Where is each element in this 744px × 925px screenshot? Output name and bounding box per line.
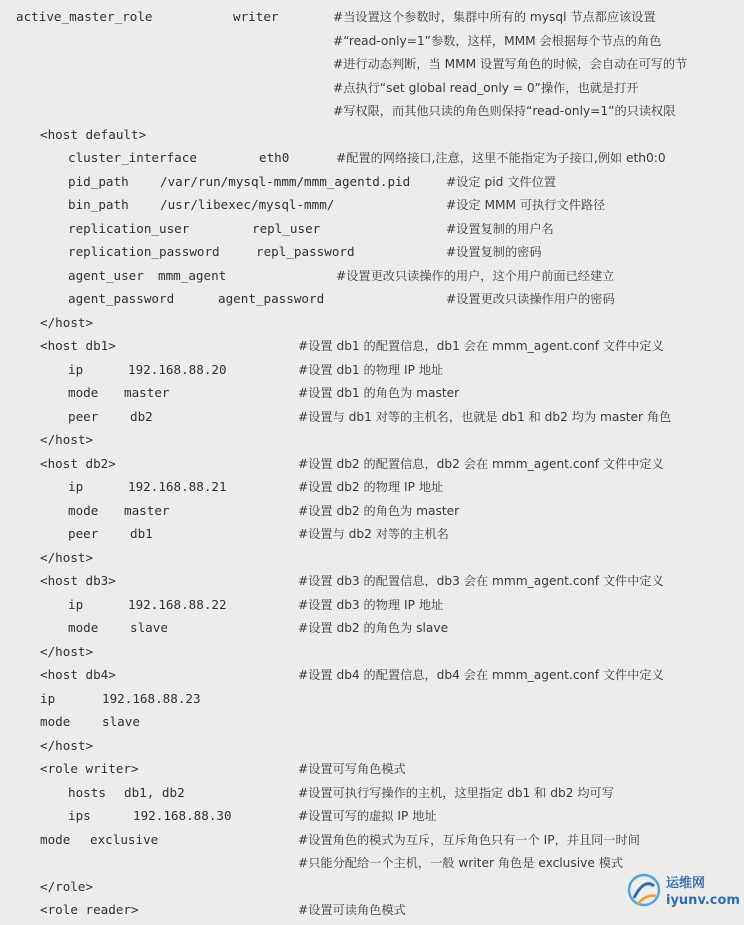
section-tag: </role> [40, 878, 94, 894]
config-line [0, 572, 744, 596]
section-tag: <host db3> [40, 573, 116, 588]
config-comment: #设置 db2 的配置信息，db2 会在 mmm_agent.conf 文件中定义 [298, 456, 664, 471]
param-key: bin_path [68, 197, 129, 212]
iyunv-logo-icon [626, 872, 662, 912]
config-comment: #设置角色的模式为互斥，互斥角色只有一个 IP，并且同一时间 [298, 832, 640, 847]
config-line [0, 384, 744, 408]
param-key: mode [68, 385, 99, 400]
config-comment: #设定 pid 文件位置 [446, 174, 556, 189]
section-tag: <host db4> [40, 667, 116, 682]
param-value: 192.168.88.20 [128, 361, 227, 377]
param-key: ip [68, 479, 84, 494]
param-key: hosts [68, 784, 106, 800]
param-value: 192.168.88.30 [133, 808, 232, 823]
param-value: master [124, 502, 170, 518]
config-comment: #当设置这个参数时，集群中所有的 mysql 节点都应该设置 [333, 10, 656, 24]
section-tag: </host> [40, 314, 94, 330]
config-comment: #设置更改只读操作的用户，这个用户前面已经建立 [336, 268, 615, 283]
config-line [0, 79, 744, 103]
config-comment: #设置 db3 的配置信息，db3 会在 mmm_agent.conf 文件中定义 [298, 574, 664, 588]
config-line [0, 102, 744, 126]
config-line [0, 455, 744, 479]
config-comment: #写权限，而其他只读的角色则保持“read-only=1”的只读权限 [333, 104, 676, 118]
site-watermark [626, 868, 738, 918]
section-tag: </host> [40, 737, 94, 753]
config-comment: #设置可写角色模式 [298, 762, 406, 776]
config-line [0, 314, 744, 338]
config-line [0, 713, 744, 737]
param-key: pid_path [68, 173, 129, 189]
config-line [0, 784, 744, 808]
param-value: agent_password [218, 291, 325, 306]
param-key: ips [68, 808, 91, 823]
config-line [0, 361, 744, 385]
config-line [0, 290, 744, 314]
config-comment: #设置与 db2 对等的主机名 [298, 527, 449, 541]
config-comment: #设置 db2 的物理 IP 地址 [298, 480, 444, 494]
param-key: agent_password [68, 291, 175, 306]
param-key: ip [40, 690, 56, 706]
param-value: db1, db2 [124, 784, 185, 800]
config-line [0, 196, 744, 220]
config-comment: #设置可执行写操作的主机，这里指定 db1 和 db2 均可写 [298, 785, 614, 800]
config-line [0, 831, 744, 855]
param-value: mmm_agent [158, 267, 227, 283]
config-line [0, 666, 744, 690]
param-value: repl_user [252, 220, 321, 236]
config-line [0, 408, 744, 432]
config-line [0, 643, 744, 667]
config-line [0, 149, 744, 173]
param-value: 192.168.88.22 [128, 596, 227, 612]
config-line [0, 431, 744, 455]
param-key: peer [68, 408, 99, 424]
section-tag: </host> [40, 432, 94, 447]
param-key: ip [68, 361, 84, 377]
watermark-domain: iyunv.com [666, 893, 740, 908]
section-tag: <host db1> [40, 338, 116, 353]
config-line [0, 502, 744, 526]
config-comment: #“read-only=1”参数，这样，MMM 会根据每个节点的角色 [333, 33, 662, 48]
config-line [0, 760, 744, 784]
config-comment: #设置 db2 的角色为 master [298, 503, 460, 518]
param-value: db2 [130, 408, 153, 424]
param-key: active_master_role [16, 9, 153, 24]
config-comment: #设置 db2 的角色为 slave [298, 621, 449, 635]
config-comment: #只能分配给一个主机，一般 writer 角色是 exclusive 模式 [298, 856, 624, 870]
config-line [0, 807, 744, 831]
param-value: exclusive [90, 831, 159, 847]
param-value: slave [102, 714, 140, 729]
config-comment: #设置 db1 的角色为 master [298, 386, 460, 400]
config-line [0, 690, 744, 714]
section-tag: <host db2> [40, 455, 116, 471]
config-line [0, 619, 744, 643]
config-line [0, 126, 744, 150]
param-value: 192.168.88.23 [102, 690, 201, 706]
param-value: repl_password [256, 244, 355, 259]
config-line [0, 8, 744, 32]
param-value: eth0 [259, 150, 290, 165]
config-comment: #设置可写的虚拟 IP 地址 [298, 809, 437, 823]
config-comment: #进行动态判断，当 MMM 设置写角色的时候，会自动在可写的节 [333, 57, 688, 71]
config-comment: #设置 db1 的配置信息，db1 会在 mmm_agent.conf 文件中定义 [298, 339, 664, 353]
param-key: replication_user [68, 220, 190, 236]
param-key: cluster_interface [68, 150, 197, 165]
param-key: mode [68, 502, 99, 518]
param-value: slave [130, 620, 168, 635]
config-line [0, 549, 744, 573]
section-tag: <role writer> [40, 761, 139, 776]
param-key: mode [68, 620, 99, 635]
param-value: db1 [130, 526, 153, 541]
config-line [0, 55, 744, 79]
section-tag: </host> [40, 549, 94, 565]
section-tag: <role reader> [40, 902, 139, 917]
config-line [0, 478, 744, 502]
config-line [0, 32, 744, 56]
param-key: ip [68, 596, 84, 612]
config-line [0, 267, 744, 291]
config-comment: #设置可读角色模式 [298, 903, 406, 917]
watermark-name: 运维网 [666, 876, 706, 891]
param-key: mode [40, 831, 71, 847]
config-line [0, 173, 744, 197]
config-comment: #设置复制的用户名 [446, 221, 554, 236]
config-line [0, 220, 744, 244]
config-comment: #设置复制的密码 [446, 245, 542, 259]
config-comment: #设置 db3 的物理 IP 地址 [298, 597, 444, 612]
param-key: agent_user [68, 267, 144, 283]
config-comment: #设置 db1 的物理 IP 地址 [298, 362, 444, 377]
config-line [0, 525, 744, 549]
config-comment: #设定 MMM 可执行文件路径 [446, 198, 606, 212]
config-comment: #配置的网络接口,注意，这里不能指定为子接口,例如 eth0:0 [336, 151, 666, 165]
param-value: master [124, 385, 170, 400]
config-comment: #设置 db4 的配置信息，db4 会在 mmm_agent.conf 文件中定义 [298, 668, 664, 682]
param-key: peer [68, 526, 99, 541]
config-comment: #设置更改只读操作用户的密码 [446, 292, 615, 306]
section-tag: <host default> [40, 126, 147, 142]
config-line [0, 243, 744, 267]
config-comment: #设置与 db1 对等的主机名，也就是 db1 和 db2 均为 master 角色 [298, 409, 672, 424]
config-line [0, 596, 744, 620]
param-value: /usr/libexec/mysql-mmm/ [160, 197, 335, 212]
param-value: 192.168.88.21 [128, 479, 227, 494]
config-comment: #点执行“set global read_only = 0”操作，也就是打开 [333, 80, 639, 95]
config-line [0, 737, 744, 761]
param-value: /var/run/mysql-mmm/mmm_agentd.pid [160, 173, 411, 189]
section-tag: </host> [40, 643, 94, 659]
config-line [0, 337, 744, 361]
param-value: writer [233, 9, 279, 24]
param-key: replication_password [68, 244, 220, 259]
param-key: mode [40, 714, 71, 729]
